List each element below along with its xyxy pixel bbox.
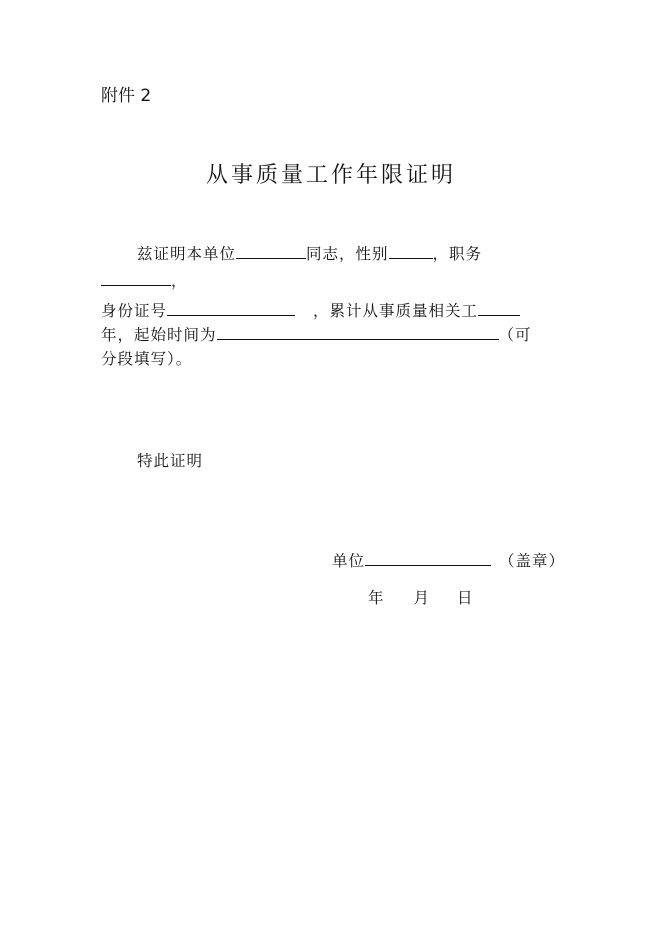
start-time-text: 年，起始时间为 [101,326,217,344]
position-blank[interactable] [101,270,171,286]
start-time-blank[interactable] [217,324,499,340]
unit-signature-line [332,550,565,572]
attachment-label: 附件 2 [101,86,152,106]
date-line [368,587,474,609]
paren-text: （可 [498,326,532,344]
name-blank[interactable] [236,243,306,259]
segment-note: 分段填写）。 [101,350,193,368]
id-number-blank[interactable] [167,300,295,316]
body-line-3 [101,300,520,322]
id-number-label: 身份证号 [101,302,168,320]
hereby-certify: 特此证明 [137,452,204,470]
body-line-5 [101,348,192,370]
body-line-4 [101,324,532,346]
gender-blank[interactable] [389,243,433,259]
position-text: ，职务 [432,245,483,263]
intro-text: 兹证明本单位 [137,245,237,263]
unit-label: 单位 [332,552,366,570]
date-year: 年 [368,589,385,607]
seal-label: （盖章） [499,552,566,570]
cumulative-text: ，累计从事质量相关工 [313,302,479,320]
comrade-gender-text: 同志，性别 [306,245,389,263]
date-day: 日 [457,589,474,607]
body-line-2 [101,270,188,292]
body-line-1 [137,243,482,265]
date-month: 月 [413,589,431,607]
years-blank[interactable] [478,300,520,316]
unit-blank[interactable] [365,550,491,566]
document-title: 从事质量工作年限证明 [205,163,456,188]
comma-text: ， [171,272,188,290]
